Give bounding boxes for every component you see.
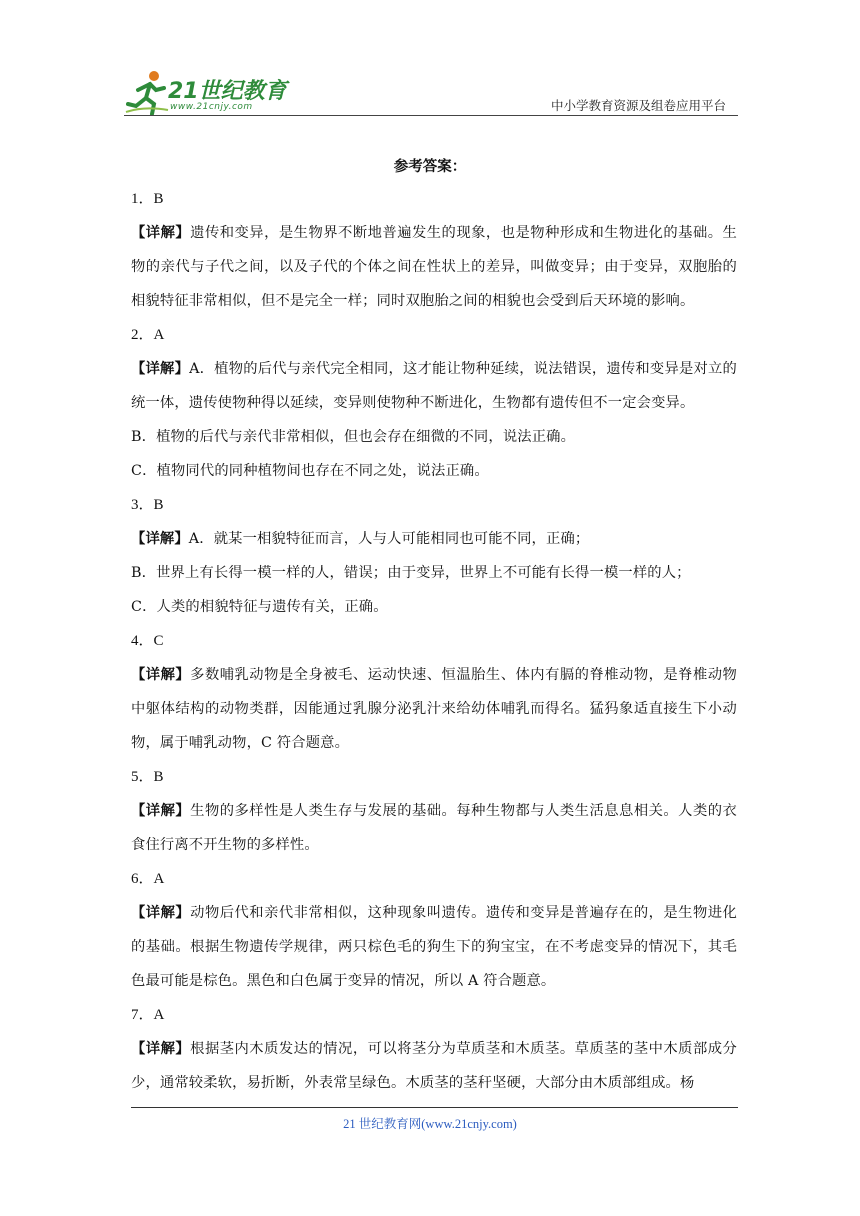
footer-divider	[131, 1107, 738, 1108]
detail-tag: 【详解】	[131, 1041, 191, 1057]
answer-detail	[131, 216, 737, 318]
detail-text: A．就某一相貌特征而言，人与人可能相同也可能不同，正确；	[188, 531, 590, 547]
answer-number: 4．C	[131, 633, 164, 649]
footer-link[interactable]: 21 世纪教育网(www.21cnjy.com)	[343, 1117, 517, 1131]
detail-text: 生物的多样性是人类生存与发展的基础。每种生物都与人类生活息息相关。人类的衣食住行离不开生物的多样性。	[131, 803, 737, 853]
answer-detail	[131, 658, 737, 760]
detail-tag: 【详解】	[131, 531, 189, 547]
answer-detail	[131, 556, 737, 590]
answer-number: 5．B	[131, 769, 164, 785]
detail-text: B．植物的后代与亲代非常相似，但也会存在细微的不同，说法正确。	[131, 429, 576, 445]
detail-text: C．植物同代的同种植物间也存在不同之处，说法正确。	[131, 463, 489, 479]
answer-detail	[131, 1032, 737, 1100]
runner-icon	[124, 68, 172, 116]
detail-text: 遗传和变异，是生物界不断地普遍发生的现象，也是物种形成和生物进化的基础。生物的亲代与子代之间，以及子代的个体之间在性状上的差异，叫做变异；由于变异，双胞胎的相貌特征非常相似，但不是完全一样；同时双胞胎之间的相貌也会受到后天环境的影响。	[131, 225, 737, 309]
detail-text: 动物后代和亲代非常相似，这种现象叫遗传。遗传和变异是普遍存在的，是生物进化的基础。根据生物遗传学规律，两只棕色毛的狗生下的狗宝宝，在不考虑变异的情况下，其毛色最可能是棕色。黑色和白色属于变异的情况，所以 A 符合题意。	[131, 905, 737, 989]
answer-number: 7．A	[131, 1007, 165, 1023]
answer-detail	[131, 454, 737, 488]
detail-text: 根据茎内木质发达的情况，可以将茎分为草质茎和木质茎。草质茎的茎中木质部成分少，通常较柔软，易折断，外表常呈绿色。木质茎的茎秆坚硬，大部分由木质部组成。杨	[131, 1041, 737, 1091]
detail-tag: 【详解】	[131, 225, 191, 241]
page-header	[124, 66, 738, 118]
answer-detail	[131, 352, 737, 420]
detail-tag: 【详解】	[131, 803, 191, 819]
answer-detail	[131, 896, 737, 998]
detail-tag: 【详解】	[131, 667, 191, 683]
answer-number: 6．A	[131, 871, 165, 887]
answer-number: 1．B	[131, 191, 164, 207]
answer-detail	[131, 420, 737, 454]
header-divider	[124, 115, 738, 116]
logo-url: www.21cnjy.com	[170, 102, 253, 112]
logo-text: 21世纪教育	[168, 79, 287, 104]
answer-number: 3．B	[131, 497, 164, 513]
detail-text: B．世界上有长得一模一样的人，错误；由于变异，世界上不可能有长得一模一样的人；	[131, 565, 691, 581]
platform-name: 中小学教育资源及组卷应用平台	[550, 98, 726, 113]
answer-detail	[131, 590, 737, 624]
answer-detail	[131, 794, 737, 862]
detail-tag: 【详解】	[131, 361, 190, 377]
page-title: 参考答案：	[393, 158, 467, 175]
site-logo[interactable]	[124, 66, 294, 116]
answer-list	[131, 182, 737, 1100]
detail-text: 多数哺乳动物是全身被毛、运动快速、恒温胎生、体内有膈的脊椎动物，是脊椎动物中躯体结构的动物类群，因能通过乳腺分泌乳汁来给幼体哺乳而得名。猛犸象适直接生下小动物，属于哺乳动物，C 符合题意。	[131, 667, 737, 751]
answer-detail	[131, 522, 737, 556]
detail-text: A．植物的后代与亲代完全相同，这才能让物种延续，说法错误，遗传和变异是对立的统一体，遗传使物种得以延续，变异则使物种不断进化，生物都有遗传但不一定会变异。	[131, 361, 737, 411]
answer-number: 2．A	[131, 327, 165, 343]
detail-tag: 【详解】	[131, 905, 191, 921]
detail-text: C．人类的相貌特征与遗传有关，正确。	[131, 599, 388, 615]
